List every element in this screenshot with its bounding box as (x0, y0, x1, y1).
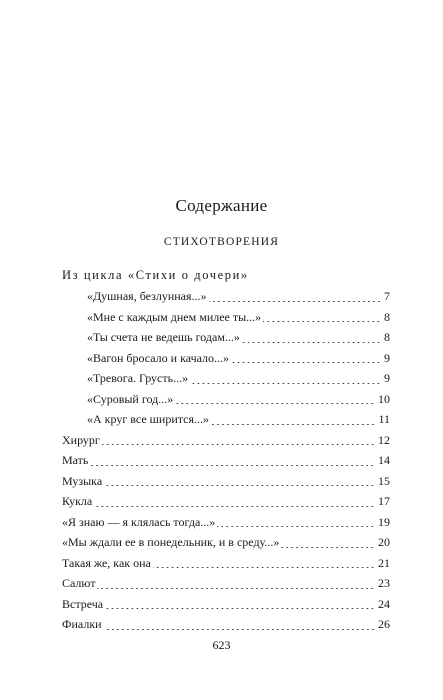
page-number: 623 (212, 638, 231, 652)
toc-entry-page: 10 (378, 391, 390, 406)
toc-entry-title: «Ты счета не ведешь годам...» (87, 330, 240, 344)
toc-entry-page: 19 (378, 514, 390, 529)
toc-entry (62, 430, 390, 451)
toc-entry (62, 614, 390, 635)
toc-entry (62, 286, 390, 307)
toc-entry-title: «Мы ждали ее в понедельник, и в среду...» (62, 535, 280, 549)
toc-entry (62, 368, 390, 389)
dot-leader (175, 403, 375, 404)
toc-entry (62, 532, 390, 553)
toc-entry (62, 450, 390, 471)
toc-entry-page: 21 (378, 555, 390, 570)
toc-entry-page: 26 (378, 617, 390, 631)
dot-leader (97, 588, 375, 589)
dot-leader (211, 424, 375, 425)
dot-leader (209, 301, 381, 302)
toc-entry-page: 8 (384, 309, 390, 324)
toc-entry (62, 327, 390, 348)
table-of-contents (62, 265, 390, 635)
dot-leader (90, 465, 375, 466)
toc-entry (62, 594, 390, 615)
toc-entry-page: 24 (378, 596, 390, 611)
toc-entry-title: Фиалки (62, 617, 102, 631)
dot-leader (231, 362, 381, 363)
dot-leader (94, 506, 375, 507)
toc-entry (62, 553, 390, 574)
dot-leader (102, 444, 375, 445)
dot-leader (217, 526, 375, 527)
toc-entry (62, 573, 390, 594)
toc-entry-page: 23 (378, 576, 390, 590)
toc-entry-title: Встреча (62, 596, 104, 611)
dot-leader (190, 383, 381, 384)
toc-entry-title: «Мне с каждым днем милее ты...» (87, 309, 262, 324)
toc-entry-title: Салют (62, 576, 96, 590)
toc-entry-page: 20 (378, 535, 390, 549)
toc-entry-title: Такая же, как она (62, 555, 151, 570)
toc-entry (62, 491, 390, 512)
section-title: СТИХОТВОРЕНИЯ (163, 236, 280, 248)
page-title: Содержание (175, 196, 268, 215)
toc-entry-page: 9 (384, 371, 390, 385)
toc-entry-page: 17 (378, 494, 390, 508)
dot-leader (242, 342, 381, 343)
toc-entry-title: «Тревога. Грусть...» (87, 371, 189, 385)
toc-entry-title: «Суровый год...» (87, 391, 174, 406)
toc-entry (62, 307, 390, 328)
toc-entry-page: 15 (378, 473, 390, 488)
toc-entry-title: Мать (62, 453, 89, 467)
toc-entry-page: 9 (384, 350, 390, 365)
toc-entry (62, 409, 390, 430)
toc-entry (62, 471, 390, 492)
dot-leader (105, 608, 375, 609)
toc-entry-title: «А круг все ширится...» (87, 412, 209, 426)
dot-leader (104, 485, 375, 486)
dot-leader (281, 547, 375, 548)
toc-entry-title: «Душная, безлунная...» (87, 289, 207, 303)
toc-entries (62, 430, 390, 635)
toc-entry-title: «Вагон бросало и качало...» (87, 350, 230, 365)
toc-entry-page: 14 (378, 453, 390, 467)
toc-entry-page: 7 (384, 289, 390, 303)
dot-leader (153, 567, 375, 568)
toc-entry (62, 512, 390, 533)
dot-leader (104, 629, 375, 630)
toc-entry-page: 8 (384, 330, 390, 344)
toc-entry-title: Хирург (62, 432, 100, 447)
toc-entry-title: Кукла (62, 494, 93, 508)
cycle-title: Из цикла «Стихи о дочери» (62, 268, 249, 282)
toc-entry-page: 11 (378, 412, 390, 426)
cycle-entries (62, 286, 390, 430)
toc-entry-title: «Я знаю — я клялась тогда...» (62, 514, 216, 529)
dot-leader (263, 321, 381, 322)
toc-entry (62, 389, 390, 410)
toc-entry (62, 348, 390, 369)
toc-entry-page: 12 (378, 432, 390, 447)
toc-entry-title: Музыка (62, 473, 103, 488)
